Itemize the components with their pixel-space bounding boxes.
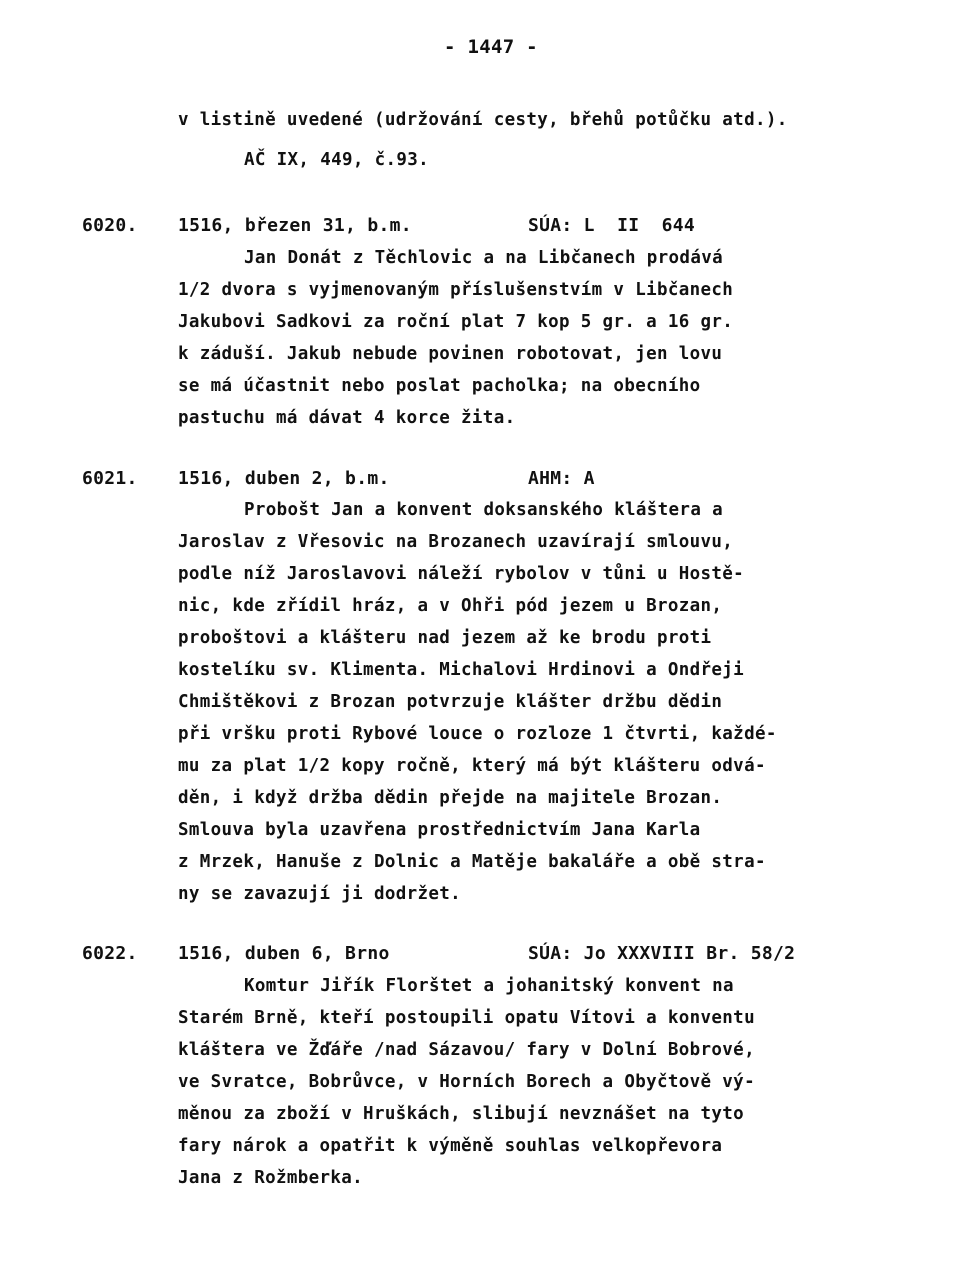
entry-date: 1516, duben 6, Brno <box>178 943 390 964</box>
entry-text-line: Komtur Jiřík Florštet a johanitský konvent na <box>244 976 734 996</box>
entry-text-line: Smlouva byla uzavřena prostřednictvím Jana Karla <box>178 820 701 840</box>
entry-text-line: k záduší. Jakub nebude povinen robotovat, jen lovu <box>178 344 723 364</box>
entry-text-line: nic, kde zřídil hráz, a v Ohři pód jezem u Brozan, <box>178 596 723 616</box>
entry-text-line: mu za plat 1/2 kopy ročně, který má být klášteru odvá- <box>178 756 766 776</box>
entry-text-line: při vršku proti Rybové louce o rozloze 1 čtvrti, každé- <box>178 724 777 744</box>
entry-text-line: se má účastnit nebo poslat pacholka; na obecního <box>178 376 701 396</box>
entry-text-line: děn, i když držba dědin přejde na majitele Brozan. <box>178 788 723 808</box>
entry-source: AHM: A <box>528 468 595 489</box>
entry-number: 6020. <box>82 215 138 236</box>
entry-text-line: Jakubovi Sadkovi za roční plat 7 kop 5 gr. a 16 gr. <box>178 312 734 332</box>
entry-text-line: Probošt Jan a konvent doksanského kláštera a <box>244 500 723 520</box>
entry-text-line: 1/2 dvora s vyjmenovaným příslušenstvím v Libčanech <box>178 280 734 300</box>
entry-text-line: Starém Brně, kteří postoupili opatu Vítovi a konventu <box>178 1008 755 1028</box>
page-number: - 1447 - <box>444 36 538 58</box>
entry-text-line: ve Svratce, Bobrůvce, v Horních Borech a Obyčtově vý- <box>178 1072 755 1092</box>
entry-text-line: Jana z Rožmberka. <box>178 1168 364 1188</box>
entry-source: SÚA: L II 644 <box>528 215 696 236</box>
entry-text-line: kláštera ve Žďáře /nad Sázavou/ fary v Dolní Bobrové, <box>178 1040 755 1060</box>
entry-text-line: pastuchu má dávat 4 korce žita. <box>178 408 516 428</box>
intro-line: v listině uvedené (udržování cesty, břehů potůčku atd.). <box>178 110 788 130</box>
entry-text-line: Jaroslav z Vřesovic na Brozanech uzavírají smlouvu, <box>178 532 734 552</box>
entry-text-line: měnou za zboží v Hruškách, slibují nevznášet na tyto <box>178 1104 745 1124</box>
entry-text-line: fary nárok a opatřit k výměně souhlas velkopřevora <box>178 1136 723 1156</box>
entry-text-line: kostelíku sv. Klimenta. Michalovi Hrdinovi a Ondřeji <box>178 660 745 680</box>
entry-text-line: ny se zavazují ji dodržet. <box>178 884 462 904</box>
entry-source: SÚA: Jo XXXVIII Br. 58/2 <box>528 943 796 964</box>
entry-text-line: Jan Donát z Těchlovic a na Libčanech prodává <box>244 248 723 268</box>
entry-text-line: podle níž Jaroslavovi náleží rybolov v tůni u Hostě- <box>178 564 745 584</box>
entry-text-line: z Mrzek, Hanuše z Dolnic a Matěje bakaláře a obě stra- <box>178 852 766 872</box>
intro-reference: AČ IX, 449, č.93. <box>244 150 430 170</box>
entry-date: 1516, březen 31, b.m. <box>178 215 412 236</box>
entry-date: 1516, duben 2, b.m. <box>178 468 390 489</box>
entry-text-line: proboštovi a klášteru nad jezem až ke brodu proti <box>178 628 712 648</box>
entry-number: 6022. <box>82 943 138 964</box>
entry-text-line: Chmištěkovi z Brozan potvrzuje klášter držbu dědin <box>178 692 723 712</box>
entry-number: 6021. <box>82 468 138 489</box>
